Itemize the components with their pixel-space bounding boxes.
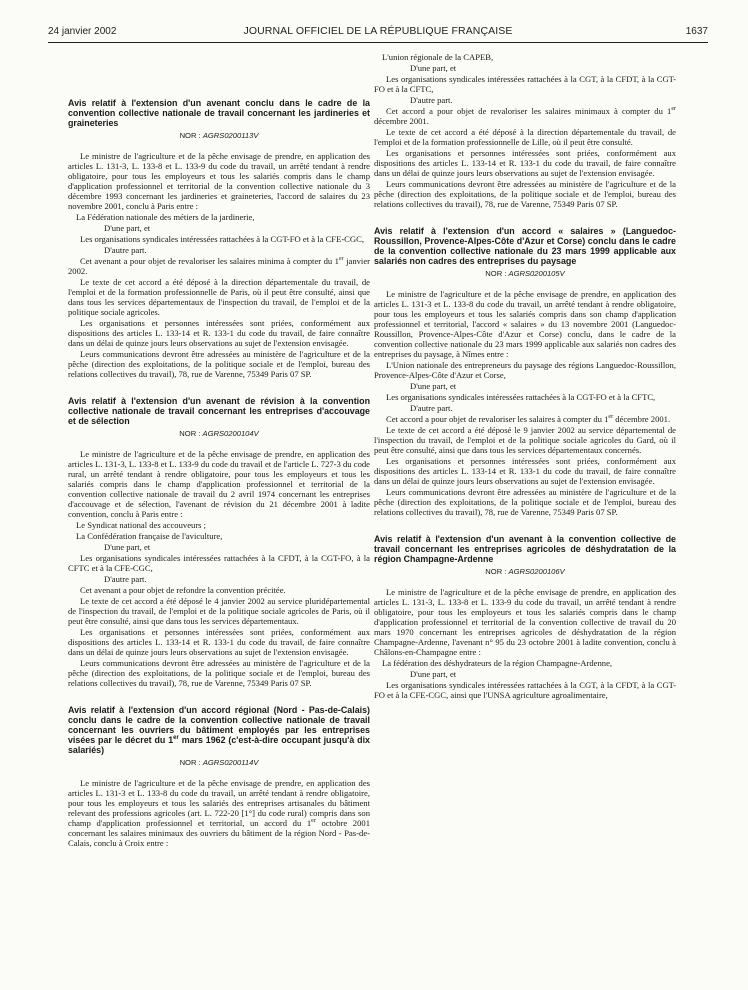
page-header <box>48 20 708 42</box>
paragraph: Les organisations et personnes intéressées sont priées, conformément aux dispositions des articles L. 133-14 et R. 133-1 du code du travail, de faire connaître dans un délai de quinze jours leurs observations au sujet de l'extension envisagée. <box>68 627 370 657</box>
paragraph: Cet avenant a pour objet de refondre la convention précitée. <box>80 585 286 595</box>
paragraph: Les organisations syndicales intéressées rattachées à la CGT, à la CFDT, à la CGT-FO et à la CFE-CGC, ainsi que l'UNSA agriculture agroalimentaire, <box>374 680 676 700</box>
article-title: Avis relatif à l'extension d'un avenant à la convention collective de travail concernant les entreprises agricoles de déshydratation de la région Champagne-Ardenne <box>374 534 676 564</box>
paragraph: D'autre part. <box>104 245 147 255</box>
paragraph: La Fédération nationale des métiers de la jardinerie, <box>76 212 255 222</box>
article-title: Avis relatif à l'extension d'un accord régional (Nord - Pas-de-Calais) conclu dans le cadre de la convention collective nationale de travail concernant les ouvriers du bâtiment employés par les entreprises visées par le décret du 1er mars 1962 (c'est-à-dire occupant jusqu'à dix salariés) <box>68 705 370 755</box>
right-column <box>374 52 676 701</box>
paragraph: Leurs communications devront être adressées au ministère de l'agriculture et de la pêche (direction des exploitations, de la politique sociale et de l'emploi, bureau des relations collectives du travail), 78, rue de Varenne, 75349 Paris 07 SP. <box>68 658 370 688</box>
nor-reference: NOR : AGRS0200114V <box>179 758 259 767</box>
left-column <box>68 58 370 849</box>
paragraph: Leurs communications devront être adressées au ministère de l'agriculture et de la pêche (direction des exploitations, de la politique sociale et de l'emploi, bureau des relations collectives du travail), 78, rue de Varenne, 75349 Paris 07 SP. <box>68 349 370 379</box>
header-date: 24 janvier 2002 <box>48 26 117 37</box>
paragraph: Le texte de cet accord a été déposé à la direction départementale du travail, de l'emploi et de la formation professionnelle de Paris, où il peut être consulté, ainsi que dans tous les services départementaux de l'inspection du travail, de l'emploi et de la politique sociale agricoles. <box>68 277 370 317</box>
header-rule <box>48 42 708 43</box>
paragraph: D'une part, et <box>410 381 457 391</box>
nor-reference: NOR : AGRS0200113V <box>179 131 259 140</box>
paragraph: Le texte de cet accord a été déposé à la direction départementale du travail, de l'emploi et de la formation professionnelle de Lille, où il peut être consulté. <box>374 127 676 147</box>
paragraph: Le Syndicat national des accouveurs ; <box>76 520 207 530</box>
article-title: Avis relatif à l'extension d'un avenant de révision à la convention collective nationale de travail concernant les entreprises d'accouvage et de sélection <box>68 396 370 426</box>
nor-reference: NOR : AGRS0200104V <box>179 429 259 438</box>
paragraph: La Confédération française de l'aviculture, <box>76 531 223 541</box>
paragraph: D'une part, et <box>104 542 151 552</box>
page-number: 1637 <box>685 26 708 37</box>
paragraph: Cet avenant a pour objet de revaloriser les salaires minima à compter du 1er janvier 2002. <box>68 256 370 276</box>
paragraph: Le ministre de l'agriculture et de la pêche envisage de prendre, en application des articles L. 131-3, L. 133-8 et L. 133-9 du code du travail, un arrêté tendant à rendre obligatoire, pour tous les employeurs et tous les salariés compris dans le champ d'application professionnel et territorial de la convention collective de travail du 20 mars 1970 concernant les entreprises agricoles de déshydratation de la région Champagne-Ardenne, l'avenant n° 95 du 23 octobre 2001 à ladite convention, conclu à Châlons-en-Champagne entre : <box>374 587 676 657</box>
nor-reference: NOR : AGRS0200106V <box>485 567 565 576</box>
paragraph: Leurs communications devront être adressées au ministère de l'agriculture et de la pêche (direction des exploitations, de la politique sociale et de l'emploi, bureau des relations collectives du travail), 78, rue de Varenne, 75349 Paris 07 SP. <box>374 487 676 517</box>
paragraph: Les organisations syndicales intéressées rattachées à la CGT-FO et à la CFE-CGC, <box>80 234 365 244</box>
journal-title: JOURNAL OFFICIEL DE LA RÉPUBLIQUE FRANÇAISE <box>243 25 513 37</box>
paragraph: Les organisations et personnes intéressées sont priées, conformément aux dispositions des articles L. 133-14 et R. 133-1 du code du travail, de faire connaître dans un délai de quinze jours leurs observations au sujet de l'extension envisagée. <box>68 318 370 348</box>
paragraph: Le ministre de l'agriculture et de la pêche envisage de prendre, en application des articles L. 131-3, L. 133-8 et L. 133-9 du code du travail, un arrêté tendant à rendre obligatoire, pour tous les employeurs et tous les salariés compris dans le champ d'application professionnel et territorial de la convention collective nationale du 3 décembre 1993 concernant les jardineries et graineteries, l'accord de salaires du 23 novembre 2001, conclu à Paris entre : <box>68 151 370 211</box>
paragraph: Le texte de cet accord a été déposé le 4 janvier 2002 au service pluridépartemental de l'inspection du travail, de l'emploi et de la politique sociale agricoles de Paris, où il peut être consulté, ainsi que dans tous les services départementaux. <box>68 596 370 626</box>
paragraph: Les organisations et personnes intéressées sont priées, conformément aux dispositions des articles L. 133-14 et R. 133-1 du code du travail, de faire connaître dans un délai de quinze jours leurs observations au sujet de l'extension envisagée. <box>374 148 676 178</box>
paragraph: La fédération des déshydrateurs de la région Champagne-Ardenne, <box>382 658 613 668</box>
paragraph: D'une part, et <box>410 669 457 679</box>
paragraph: Le ministre de l'agriculture et de la pêche envisage de prendre, en application des articles L. 131-3, L. 133-8 et L. 133-9 du code du travail et de l'article L. 727-3 du code rural, un arrêté tendant à rendre obligatoire, pour tous les employeurs et tous les salariés compris dans le champ d'application professionnel et territorial de la convention collective nationale de travail du 2 avril 1974 concernant les entreprises d'accouvage et de sélection, l'avenant de révision du 21 décembre 2001 à ladite convention, conclu à Paris entre : <box>68 449 370 519</box>
paragraph: Cet accord a pour objet de revaloriser les salaires à compter du 1er décembre 2001. <box>386 414 671 424</box>
nor-reference: NOR : AGRS0200105V <box>485 269 565 278</box>
paragraph: D'autre part. <box>104 574 147 584</box>
paragraph: Le ministre de l'agriculture et de la pêche envisage de prendre, en application des articles L. 131-3 et L. 133-8 du code du travail, un arrêté tendant à rendre obligatoire, pour tous les employeurs et tous les salariés des entreprises artisanales du bâtiment relevant des professions agricoles (art. L. 722-20 [1°] du code rural) compris dans son champ d'application professionnel et territorial, un accord du 1er octobre 2001 concernant les salaires minimaux des ouvriers du bâtiment de la région Nord - Pas-de-Calais, conclu à Croix entre : <box>68 778 370 848</box>
paragraph: L'union régionale de la CAPEB, <box>382 52 494 62</box>
paragraph: Les organisations syndicales intéressées rattachées à la CGT-FO et à la CFTC, <box>386 392 656 402</box>
paragraph: L'Union nationale des entrepreneurs du paysage des régions Languedoc-Roussillon, Provence-Alpes-Côte d'Azur et Corse, <box>374 360 676 380</box>
article-title: Avis relatif à l'extension d'un avenant conclu dans le cadre de la convention collective nationale de travail concernant les jardineries et graineteries <box>68 98 370 128</box>
paragraph: D'autre part. <box>410 403 453 413</box>
paragraph: Les organisations syndicales intéressées rattachées à la CGT, à la CFDT, à la CGT-FO et à la CFTC, <box>374 74 676 94</box>
paragraph: Le texte de cet accord a été déposé le 9 janvier 2002 au service départemental de l'inspection du travail, de l'emploi et de la politique sociale agricoles du Gard, où il peut être consulté, ainsi que dans tous les services départementaux concernés. <box>374 425 676 455</box>
paragraph: Cet accord a pour objet de revaloriser les salaires minimaux à compter du 1er décembre 2001. <box>374 106 676 126</box>
paragraph: Les organisations et personnes intéressées sont priées, conformément aux dispositions des articles L. 133-14 et R. 133-1 du code du travail, de faire connaître dans un délai de quinze jours leurs observations au sujet de l'extension envisagée. <box>374 456 676 486</box>
paragraph: Leurs communications devront être adressées au ministère de l'agriculture et de la pêche (direction des exploitations, de la politique sociale et de l'emploi, bureau des relations collectives du travail), 78, rue de Varenne, 75349 Paris 07 SP. <box>374 179 676 209</box>
paragraph: Le ministre de l'agriculture et de la pêche envisage de prendre, en application des articles L. 131-3 et L. 133-8 du code du travail, un arrêté tendant à rendre obligatoire, pour tous les employeurs et tous les salariés compris dans son champ d'application professionnel et territorial, l'accord « salaires » du 13 novembre 2001 (Languedoc-Roussillon, Provence-Alpes-Côte d'Azur et Corse) conclu, dans le cadre de la convention collective nationale du 23 mars 1999 applicable aux salariés non cadres des entreprises du paysage, à Nîmes entre : <box>374 289 676 359</box>
article-title: Avis relatif à l'extension d'un accord « salaires » (Languedoc-Roussillon, Provence-Alpes-Côte d'Azur et Corse) conclu dans le cadre de la convention collective nationale du 23 mars 1999 applicable aux salariés non cadres des entreprises du paysage <box>374 226 676 266</box>
paragraph: D'une part, et <box>104 223 151 233</box>
paragraph: D'autre part. <box>410 95 453 105</box>
paragraph: Les organisations syndicales intéressées rattachées à la CFDT, à la CGT-FO, à la CFTC et à la CFE-CGC, <box>68 553 370 573</box>
paragraph: D'une part, et <box>410 63 457 73</box>
